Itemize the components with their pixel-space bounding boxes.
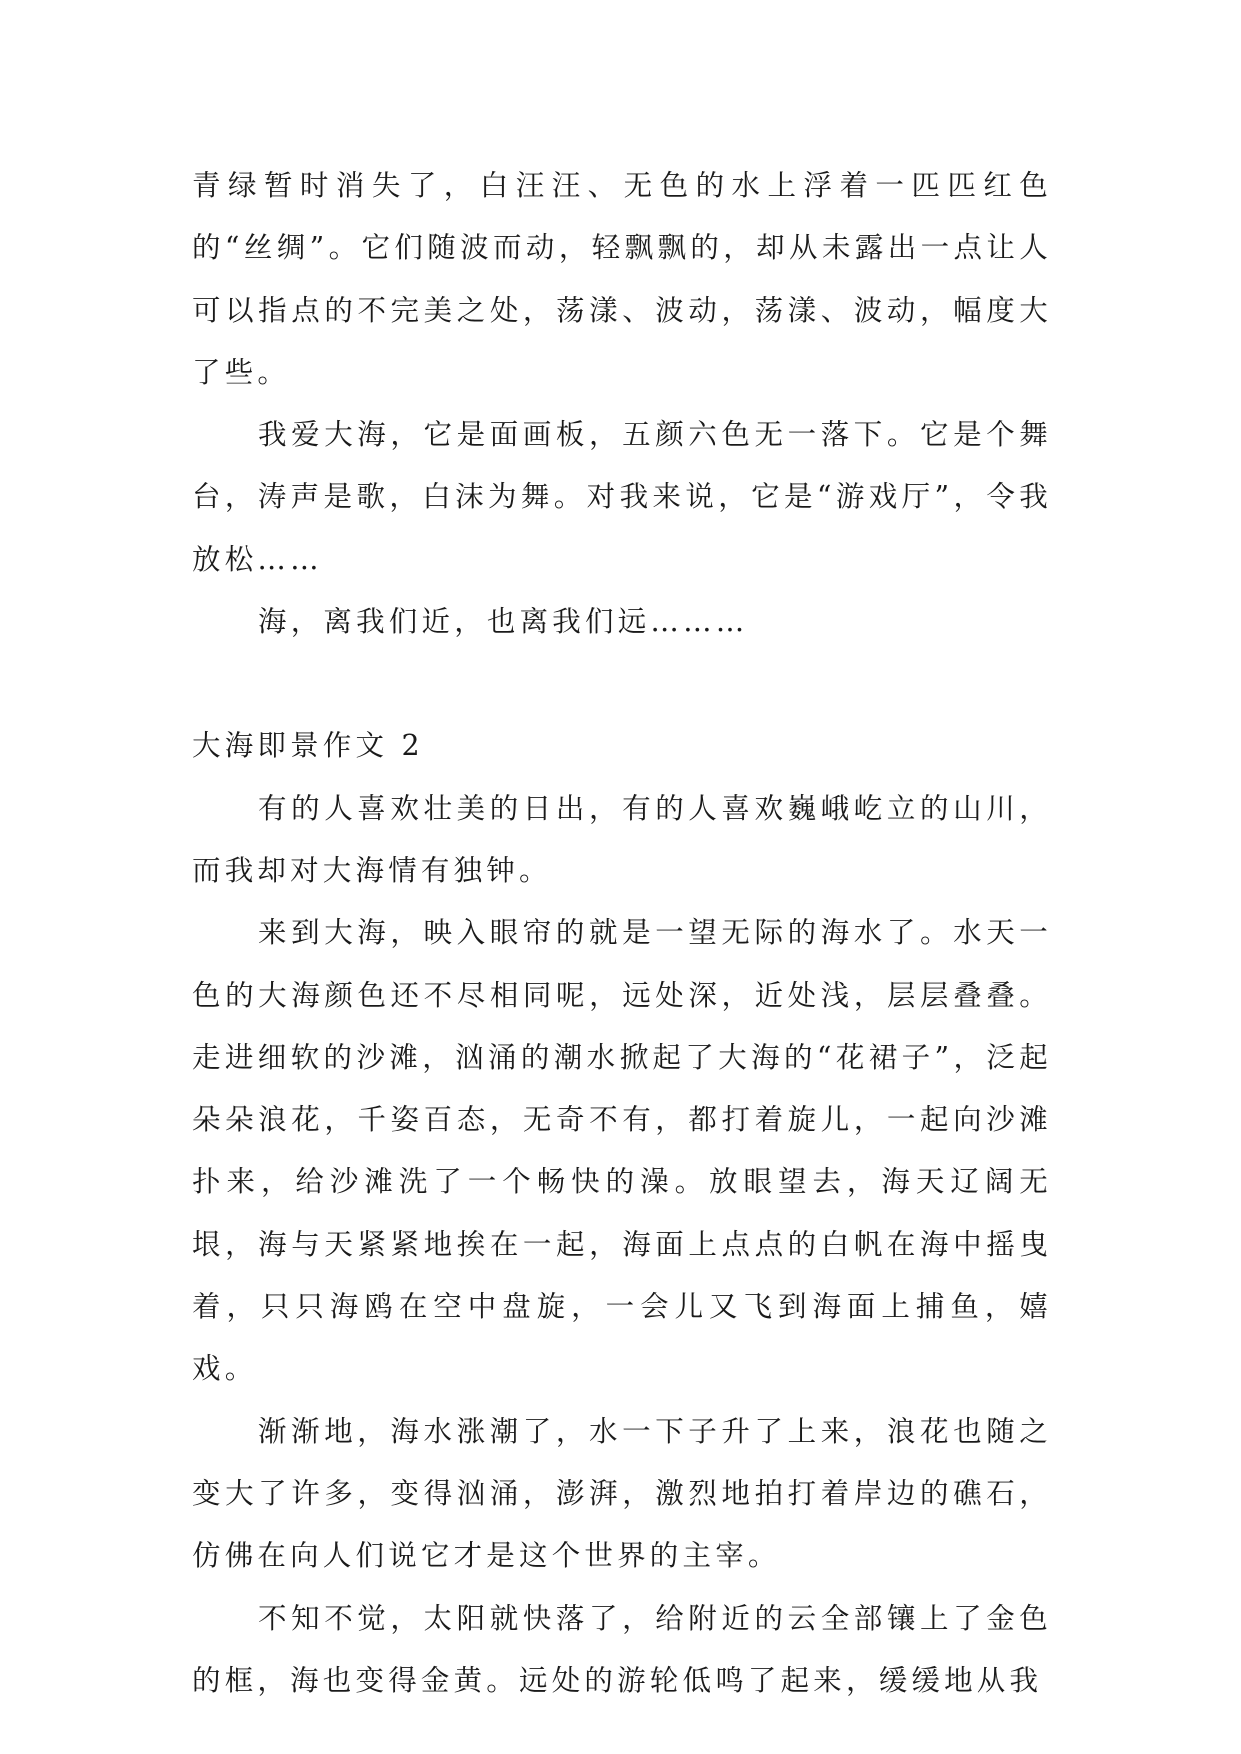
document-body (192, 155, 1052, 1712)
paragraph: 来到大海，映入眼帘的就是一望无际的海水了。水天一色的大海颜色还不尽相同呢，远处深，近处浅，层层叠叠。走进细软的沙滩，汹涌的潮水掀起了大海的“花裙子”，泛起朵朵浪花，千姿百态，无奇不有，都打着旋儿，一起向沙滩扑来，给沙滩洗了一个畅快的澡。放眼望去，海天辽阔无垠，海与天紧紧地挨在一起，海面上点点的白帆在海中摇曳着，只只海鸥在空中盘旋，一会儿又飞到海面上捕鱼，嬉戏。 (192, 916, 1052, 1386)
paragraph: 我爱大海，它是面画板，五颜六色无一落下。它是个舞台，涛声是歌，白沫为舞。对我来说，它是“游戏厅”，令我放松…… (192, 418, 1052, 576)
paragraph: 不知不觉，太阳就快落了，给附近的云全部镶上了金色的框，海也变得金黄。远处的游轮低鸣了起来，缓缓地从我 (192, 1601, 1052, 1697)
section-spacer (192, 653, 1052, 715)
paragraph: 海，离我们近，也离我们远……… (258, 605, 749, 639)
paragraph: 渐渐地，海水涨潮了，水一下子升了上来，浪花也随之变大了许多，变得汹涌，澎湃，激烈地拍打着岸边的礁石，仿佛在向人们说它才是这个世界的主宰。 (192, 1414, 1052, 1573)
paragraph: 有的人喜欢壮美的日出，有的人喜欢巍峨屹立的山川，而我却对大海情有独钟。 (192, 791, 1052, 887)
paragraph: 青绿暂时消失了，白汪汪、无色的水上浮着一匹匹红色的“丝绸”。它们随波而动，轻飘飘的，却从未露出一点让人可以指点的不完美之处，荡漾、波动，荡漾、波动，幅度大了些。 (192, 169, 1052, 389)
section-title: 大海即景作文 2 (192, 729, 424, 763)
